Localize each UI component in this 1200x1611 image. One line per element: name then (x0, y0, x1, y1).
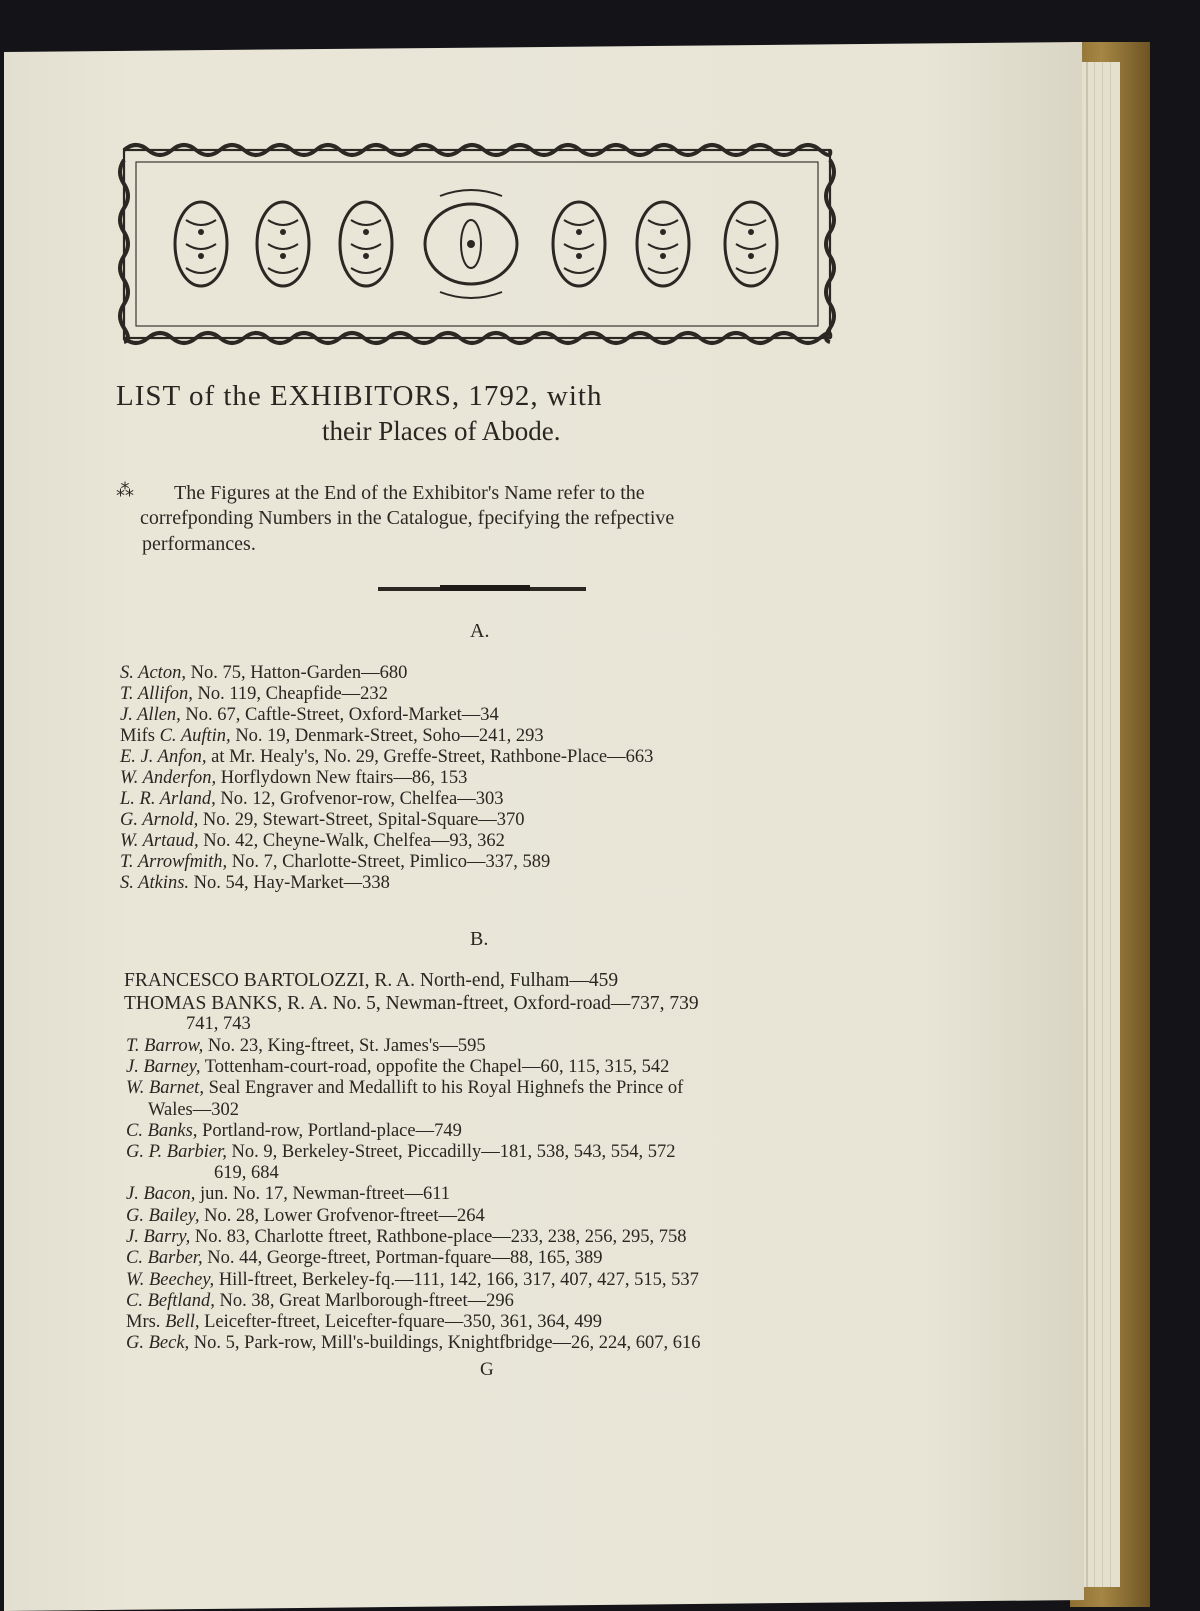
exhibitor-name: G. P. Barbier, (126, 1142, 227, 1162)
exhibitor-name: J. Barry, (126, 1227, 191, 1247)
entry-address: No. 19, Denmark-Street, Soho—241, 293 (230, 726, 544, 746)
exhibitor-entry (120, 789, 503, 809)
exhibitor-name: T. Allifon, (120, 684, 193, 704)
exhibitor-name: Bell, (165, 1312, 200, 1332)
exhibitor-entry (126, 1248, 602, 1268)
exhibitor-entry (124, 971, 618, 991)
entry-address: Leicefter-ftreet, Leicefter-fquare—350, 361, 364, 499 (199, 1312, 602, 1332)
entry-address: No. 44, George-ftreet, Portman-fquare—88, 165, 389 (202, 1248, 603, 1268)
entry-address: No. 119, Cheapfide—232 (192, 684, 388, 704)
exhibitor-name: C. Barber, (126, 1248, 203, 1268)
catchword: G (480, 1359, 494, 1380)
exhibitor-entry (120, 831, 505, 851)
entry-address: No. 29, Stewart-Street, Spital-Square—370 (198, 810, 525, 830)
exhibitor-name: T. Arrowfmith, (120, 852, 228, 872)
entry-address: No. 23, King-ftreet, St. James's—595 (203, 1036, 486, 1056)
entry-address: R. A. North-end, Fulham—459 (369, 970, 619, 991)
exhibitor-name: C. Banks, (126, 1121, 198, 1141)
page-subtitle: their Places of Abode. (322, 416, 561, 446)
exhibitor-entry (126, 1270, 699, 1290)
entry-address: Portland-row, Portland-place—749 (197, 1121, 462, 1141)
entry-address: No. 28, Lower Grofvenor-ftreet—264 (199, 1206, 485, 1226)
exhibitor-entry (120, 852, 550, 872)
exhibitor-entry (120, 726, 544, 746)
entry-address: No. 12, Grofvenor-row, Chelfea—303 (215, 789, 504, 809)
exhibitor-entry (120, 747, 653, 767)
exhibitor-entry (126, 1121, 462, 1141)
entry-continuation: Wales—302 (148, 1100, 239, 1120)
exhibitor-entry (120, 768, 467, 788)
exhibitor-entry (126, 1142, 675, 1162)
exhibitor-name: W. Barnet, (126, 1078, 204, 1098)
section-letter-a: A. (470, 620, 490, 642)
entry-address: No. 54, Hay-Market—338 (189, 873, 390, 893)
entry-address: Horflydown New ftairs—86, 153 (216, 768, 468, 788)
entry-address: R. A. No. 5, Newman-ftreet, Oxford-road—737, 739 (282, 993, 699, 1014)
entry-address: No. 83, Charlotte ftreet, Rathbone-place—233, 238, 256, 295, 758 (190, 1227, 687, 1247)
entry-continuation: 619, 684 (214, 1163, 279, 1183)
page-title: LIST of the EXHIBITORS, 1792, with (116, 380, 603, 412)
entry-address: Hill-ftreet, Berkeley-fq.—111, 142, 166, 317, 407, 427, 515, 537 (214, 1270, 699, 1290)
exhibitor-name: S. Acton, (120, 663, 186, 683)
entry-prefix: Mifs (120, 726, 160, 746)
section-letter-b: B. (470, 928, 489, 950)
note-line-3: performances. (142, 533, 256, 555)
note-line-2: correfponding Numbers in the Catalogue, fpecifying the refpective (140, 507, 675, 529)
exhibitor-name-caps: FRANCESCO BARTOLOZZI, (124, 970, 370, 991)
exhibitor-name: T. Barrow, (126, 1036, 204, 1056)
exhibitor-name: G. Bailey, (126, 1206, 200, 1226)
entry-address: No. 9, Berkeley-Street, Piccadilly—181, 538, 543, 554, 572 (226, 1142, 676, 1162)
entry-address: No. 5, Park-row, Mill's-buildings, Knightfbridge—26, 224, 607, 616 (189, 1333, 701, 1353)
exhibitor-name: G. Arnold, (120, 810, 199, 830)
exhibitor-entry (120, 705, 499, 725)
exhibitor-name: W. Beechey, (126, 1270, 215, 1290)
exhibitor-entry (126, 1227, 687, 1247)
exhibitor-entry (126, 1312, 602, 1332)
exhibitor-name: J. Bacon, (126, 1184, 196, 1204)
entry-address: No. 38, Great Marlborough-ftreet—296 (214, 1291, 514, 1311)
exhibitor-entry (126, 1333, 701, 1353)
exhibitor-name: L. R. Arland, (120, 789, 216, 809)
exhibitor-name: E. J. Anfon, (120, 747, 207, 767)
exhibitor-entry (214, 1163, 279, 1183)
entry-address: No. 75, Hatton-Garden—680 (185, 663, 408, 683)
exhibitor-name-caps: THOMAS BANKS, (124, 993, 283, 1014)
exhibitor-entry (126, 1057, 669, 1077)
exhibitor-entry (126, 1184, 450, 1204)
entry-prefix: Mrs. (126, 1312, 166, 1332)
exhibitor-name: J. Barney, (126, 1057, 201, 1077)
exhibitor-name: J. Allen, (120, 705, 181, 725)
exhibitor-name: C. Auftin, (159, 726, 231, 746)
exhibitor-name: S. Atkins. (120, 873, 190, 893)
note-line-1: The Figures at the End of the Exhibitor's Name refer to the (174, 482, 645, 504)
exhibitor-entry (120, 684, 388, 704)
entry-address: No. 67, Caftle-Street, Oxford-Market—34 (180, 705, 499, 725)
exhibitor-entry (124, 994, 699, 1014)
entry-address: No. 42, Cheyne-Walk, Chelfea—93, 362 (198, 831, 505, 851)
exhibitor-entry (126, 1036, 486, 1056)
exhibitor-name: G. Beck, (126, 1333, 190, 1353)
entry-address: Tottenham-court-road, oppofite the Chapel—60, 115, 315, 542 (200, 1057, 670, 1077)
exhibitor-name: W. Artaud, (120, 831, 199, 851)
exhibitor-entry (148, 1100, 239, 1120)
exhibitor-entry (120, 663, 407, 683)
entry-address: No. 7, Charlotte-Street, Pimlico—337, 589 (227, 852, 551, 872)
exhibitor-entry (126, 1291, 514, 1311)
exhibitor-entry (186, 1014, 251, 1034)
exhibitor-entry (126, 1078, 683, 1098)
exhibitor-entry (120, 873, 390, 893)
entry-address: at Mr. Healy's, No. 29, Greffe-Street, Rathbone-Place—663 (206, 747, 654, 767)
entry-address: Seal Engraver and Medallift to his Royal Highnefs the Prince of (203, 1078, 684, 1098)
exhibitor-name: W. Anderfon, (120, 768, 217, 788)
exhibitor-entry (120, 810, 525, 830)
entry-address: jun. No. 17, Newman-ftreet—611 (195, 1184, 451, 1204)
exhibitor-name: C. Beftland, (126, 1291, 215, 1311)
entry-continuation: 741, 743 (186, 1014, 251, 1034)
exhibitor-entry (126, 1206, 485, 1226)
note-marker: ⁂ (116, 480, 134, 500)
